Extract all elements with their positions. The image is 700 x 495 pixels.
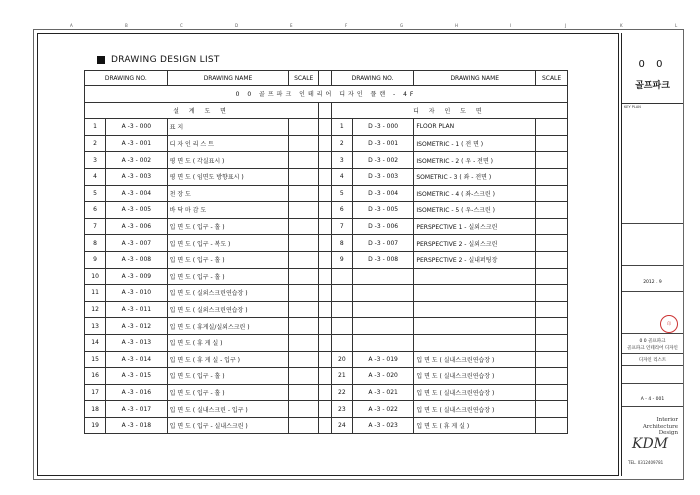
scale-cell xyxy=(536,318,568,335)
scale-cell xyxy=(289,119,319,136)
drawing-no: A -3 - 004 xyxy=(106,185,167,202)
drawing-no: A -3 - 014 xyxy=(106,351,167,368)
drawing-no: A -3 - 006 xyxy=(106,218,167,235)
tb-divider xyxy=(622,333,683,334)
ruler-letter: G xyxy=(400,23,404,28)
row-index xyxy=(331,301,352,318)
list-title xyxy=(97,55,220,65)
row-index xyxy=(331,268,352,285)
row-index: 1 xyxy=(85,119,106,136)
drawing-no: D -3 - 005 xyxy=(352,202,413,219)
drawing-name xyxy=(414,268,536,285)
drawing-name: 입 면 도 ( 휴 게 실 - 입구 ) xyxy=(167,351,289,368)
drawing-no: A -3 - 018 xyxy=(106,417,167,434)
scale-cell xyxy=(536,152,568,169)
right-section-title: 디 자 인 도 면 xyxy=(331,102,567,119)
row-index: 3 xyxy=(331,152,352,169)
scale-cell xyxy=(536,185,568,202)
drawing-no xyxy=(352,285,413,302)
tb-divider xyxy=(622,265,683,266)
ruler-letter: H xyxy=(455,23,459,28)
drawing-no xyxy=(352,268,413,285)
scale-cell xyxy=(536,351,568,368)
scale-cell xyxy=(289,301,319,318)
drawing-name: 평 면 도 ( 임면도 방향표시 ) xyxy=(167,168,289,185)
section-header-row xyxy=(85,102,568,119)
tb-divider xyxy=(622,383,683,384)
row-index: 2 xyxy=(331,135,352,152)
table-row xyxy=(85,334,568,351)
scale-cell xyxy=(536,384,568,401)
row-gap xyxy=(319,417,332,434)
row-index: 21 xyxy=(331,368,352,385)
firm-tagline xyxy=(643,417,678,437)
table-row xyxy=(85,218,568,235)
drawing-name: 입 면 도 ( 입구 - 홀 ) xyxy=(167,268,289,285)
drawing-name: 입 면 도 ( 입구 - 홀 ) xyxy=(167,384,289,401)
drawing-no: A -3 - 015 xyxy=(106,368,167,385)
key-plan-label: KEY PLAN xyxy=(624,105,641,109)
row-index: 16 xyxy=(85,368,106,385)
drawing-no: A -3 - 009 xyxy=(106,268,167,285)
row-index: 4 xyxy=(85,168,106,185)
drawing-no: A -3 - 011 xyxy=(106,301,167,318)
table-row xyxy=(85,235,568,252)
drawing-no: D -3 - 004 xyxy=(352,185,413,202)
scale-cell xyxy=(289,185,319,202)
drawing-name: 입 면 도 ( 실외스크린연습장 ) xyxy=(167,285,289,302)
drawing-no: D -3 - 000 xyxy=(352,119,413,136)
header-scale-right: SCALE xyxy=(536,71,568,86)
header-gap xyxy=(319,71,332,86)
row-index xyxy=(331,318,352,335)
scale-cell xyxy=(536,417,568,434)
scale-cell xyxy=(289,168,319,185)
drawing-name: PERSPECTIVE 2 - 실외스크린 xyxy=(414,235,536,252)
row-gap xyxy=(319,135,332,152)
scale-cell xyxy=(536,301,568,318)
scale-cell xyxy=(289,384,319,401)
tb-divider xyxy=(622,406,683,407)
drawing-name: 입 면 도 ( 실내스크린연습장 ) xyxy=(414,384,536,401)
drawing-name: 입 면 도 ( 입구 - 홀 ) xyxy=(167,251,289,268)
row-index: 23 xyxy=(331,401,352,418)
drawing-no: A -3 - 000 xyxy=(106,119,167,136)
ruler-letter: I xyxy=(510,23,512,28)
row-index: 14 xyxy=(85,334,106,351)
drawing-no: A -3 - 017 xyxy=(106,401,167,418)
scale-cell xyxy=(289,268,319,285)
firm-monogram: KDM xyxy=(632,436,669,452)
scale-cell xyxy=(289,368,319,385)
table-row xyxy=(85,202,568,219)
drawing-name: ISOMETRIC - 2 ( 우 - 전면 ) xyxy=(414,152,536,169)
project-banner-row xyxy=(85,86,568,103)
table-row xyxy=(85,268,568,285)
row-gap xyxy=(319,301,332,318)
drawing-name: 입 면 도 ( 실내스크린 - 입구 ) xyxy=(167,401,289,418)
left-section-title: 설 계 도 면 xyxy=(85,102,319,119)
tagline-3: Design xyxy=(658,430,678,436)
row-gap xyxy=(319,152,332,169)
row-gap xyxy=(319,285,332,302)
table-row xyxy=(85,119,568,136)
client-logo xyxy=(622,33,683,104)
drawing-name: 천 장 도 xyxy=(167,185,289,202)
scale-cell xyxy=(289,202,319,219)
row-gap xyxy=(319,251,332,268)
drawing-no: D -3 - 006 xyxy=(352,218,413,235)
row-gap xyxy=(319,351,332,368)
row-gap xyxy=(319,384,332,401)
tb-divider xyxy=(622,353,683,354)
row-index: 8 xyxy=(85,235,106,252)
drawing-name: 입 면 도 ( 실내스크린연습장 ) xyxy=(414,351,536,368)
row-index: 10 xyxy=(85,268,106,285)
row-gap xyxy=(319,235,332,252)
row-gap xyxy=(319,119,332,136)
scale-cell xyxy=(289,417,319,434)
drawing-name: 평 면 도 ( 각실표시 ) xyxy=(167,152,289,169)
drawing-name: ISOMETRIC - 4 ( 좌-스크린 ) xyxy=(414,185,536,202)
row-index: 22 xyxy=(331,384,352,401)
drawing-name: 바 닥 마 감 도 xyxy=(167,202,289,219)
scale-cell xyxy=(536,119,568,136)
row-gap xyxy=(319,268,332,285)
row-index: 19 xyxy=(85,417,106,434)
scale-cell xyxy=(289,135,319,152)
drawing-name: 입 면 도 ( 실내스크린연습장 ) xyxy=(414,401,536,418)
header-drawing-name-right: DRAWING NAME xyxy=(414,71,536,86)
scale-cell xyxy=(536,401,568,418)
drawing-name: 입 면 도 ( 입구 - 홀 ) xyxy=(167,368,289,385)
table-row xyxy=(85,301,568,318)
row-index: 5 xyxy=(85,185,106,202)
drawing-name: ISOMETRIC - 5 ( 우-스크린 ) xyxy=(414,202,536,219)
scale-cell xyxy=(536,218,568,235)
drawing-name: SOMETRIC - 3 ( 좌 - 전면 ) xyxy=(414,168,536,185)
approval-stamp: 印 xyxy=(660,315,678,333)
ruler-letter: K xyxy=(620,23,623,28)
row-gap xyxy=(319,368,332,385)
drawing-no: A -3 - 008 xyxy=(106,251,167,268)
scale-cell xyxy=(289,351,319,368)
header-scale-left: SCALE xyxy=(289,71,319,86)
scale-cell xyxy=(289,152,319,169)
row-index xyxy=(331,285,352,302)
drawing-name: 입 면 도 ( 입구 - 복도 ) xyxy=(167,235,289,252)
scale-cell xyxy=(536,285,568,302)
section-gap xyxy=(319,102,332,119)
drawing-no: A -3 - 007 xyxy=(106,235,167,252)
scale-cell xyxy=(536,235,568,252)
row-index: 7 xyxy=(85,218,106,235)
drawing-no: A -3 - 020 xyxy=(352,368,413,385)
drawing-no: A -3 - 003 xyxy=(106,168,167,185)
drawing-no: A -3 - 012 xyxy=(106,318,167,335)
table-row xyxy=(85,185,568,202)
drawing-name: 입 면 도 ( 입구 - 실내스크린 ) xyxy=(167,417,289,434)
row-gap xyxy=(319,318,332,335)
drawing-name: 입 면 도 ( 실외스크린연습장 ) xyxy=(167,301,289,318)
title-block xyxy=(621,33,684,476)
row-index: 1 xyxy=(331,119,352,136)
table-row xyxy=(85,318,568,335)
drawing-name: PERSPECTIVE 2 - 실내퍼팅장 xyxy=(414,251,536,268)
title-square-icon xyxy=(97,56,105,64)
drawing-name: PERSPECTIVE 1 - 실외스크린 xyxy=(414,218,536,235)
scale-cell xyxy=(536,368,568,385)
scale-cell xyxy=(289,334,319,351)
tb-divider xyxy=(622,365,683,366)
table-row xyxy=(85,417,568,434)
ruler-letter: C xyxy=(180,23,183,28)
drawing-name: 입 면 도 ( 실내스크린연습장 ) xyxy=(414,368,536,385)
row-index: 2 xyxy=(85,135,106,152)
drawing-no: D -3 - 007 xyxy=(352,235,413,252)
header-drawing-no-left: DRAWING NO. xyxy=(85,71,168,86)
row-index: 8 xyxy=(331,235,352,252)
date: 2012 . 9 xyxy=(643,280,662,285)
scale-cell xyxy=(536,202,568,219)
table-row xyxy=(85,251,568,268)
row-index: 15 xyxy=(85,351,106,368)
scale-cell xyxy=(289,401,319,418)
header-row xyxy=(85,71,568,86)
row-index: 11 xyxy=(85,285,106,302)
row-index: 20 xyxy=(331,351,352,368)
row-index: 6 xyxy=(85,202,106,219)
row-gap xyxy=(319,401,332,418)
drawing-no: D -3 - 001 xyxy=(352,135,413,152)
ruler-letter: J xyxy=(565,23,567,28)
firm-tel: TEL. 0312409781 xyxy=(628,460,664,465)
drawing-no: A -3 - 019 xyxy=(352,351,413,368)
drawing-name: 디 자 인 리 스 트 xyxy=(167,135,289,152)
ruler-letter: B xyxy=(125,23,128,28)
drawing-no: D -3 - 003 xyxy=(352,168,413,185)
project-sub: 골프파크 인테리어 디자인 xyxy=(627,346,678,351)
row-index: 9 xyxy=(331,251,352,268)
scale-cell xyxy=(289,318,319,335)
drawing-name: 입 면 도 ( 휴 게 실 ) xyxy=(167,334,289,351)
table-row xyxy=(85,368,568,385)
row-gap xyxy=(319,185,332,202)
row-index: 13 xyxy=(85,318,106,335)
tagline-1: Interior xyxy=(656,417,678,423)
row-index: 4 xyxy=(331,168,352,185)
drawing-no: A -3 - 022 xyxy=(352,401,413,418)
project-banner: 0 0 골프파크 인테리어 디자인 플랜 - 4F xyxy=(85,86,568,103)
tagline-2: Architecture xyxy=(642,423,678,430)
drawing-name xyxy=(414,334,536,351)
ruler-letter: A xyxy=(70,23,73,28)
drawing-name: 입 면 도 ( 입구 - 홀 ) xyxy=(167,218,289,235)
table-row xyxy=(85,351,568,368)
drawing-no: A -3 - 005 xyxy=(106,202,167,219)
tb-divider xyxy=(622,291,683,292)
drawing-name xyxy=(414,318,536,335)
scale-cell xyxy=(536,334,568,351)
list-title-text: DRAWING DESIGN LIST xyxy=(111,55,220,65)
row-index: 7 xyxy=(331,218,352,235)
drawing-name xyxy=(414,285,536,302)
row-index: 5 xyxy=(331,185,352,202)
table-row xyxy=(85,135,568,152)
row-gap xyxy=(319,202,332,219)
drawing-no: A -3 - 016 xyxy=(106,384,167,401)
sheet-no: A - 4 - 001 xyxy=(640,397,665,402)
drawing-no: A -3 - 002 xyxy=(106,152,167,169)
row-gap xyxy=(319,334,332,351)
drawing-no: A -3 - 013 xyxy=(106,334,167,351)
scale-cell xyxy=(289,218,319,235)
table-row xyxy=(85,285,568,302)
row-index: 24 xyxy=(331,417,352,434)
ruler-letter: E xyxy=(290,23,293,28)
logo-name: 골프파크 xyxy=(635,81,670,91)
row-index: 9 xyxy=(85,251,106,268)
table-row xyxy=(85,152,568,169)
ruler-letter: L xyxy=(675,23,678,28)
scale-cell xyxy=(536,268,568,285)
drawing-name: FLOOR PLAN xyxy=(414,119,536,136)
header-drawing-no-right: DRAWING NO. xyxy=(331,71,414,86)
row-index: 3 xyxy=(85,152,106,169)
row-gap xyxy=(319,168,332,185)
scale-cell xyxy=(536,135,568,152)
row-gap xyxy=(319,218,332,235)
drawing-name xyxy=(414,301,536,318)
drawing-no xyxy=(352,334,413,351)
drawing-no xyxy=(352,318,413,335)
row-index: 18 xyxy=(85,401,106,418)
ruler-letter: F xyxy=(345,23,348,28)
drawing-name: 입 면 도 ( 휴 게 실 ) xyxy=(414,417,536,434)
ruler-letter: D xyxy=(235,23,239,28)
drawing-no: D -3 - 008 xyxy=(352,251,413,268)
row-index: 12 xyxy=(85,301,106,318)
row-index: 6 xyxy=(331,202,352,219)
scale-cell xyxy=(536,168,568,185)
drawing-list-table xyxy=(84,70,568,434)
project-name: 0 0 골프파크 xyxy=(639,339,666,344)
row-index: 17 xyxy=(85,384,106,401)
sheet-title: 디자인 리스트 xyxy=(638,358,667,363)
drawing-no xyxy=(352,301,413,318)
drawing-no: A -3 - 021 xyxy=(352,384,413,401)
header-drawing-name-left: DRAWING NAME xyxy=(167,71,289,86)
scale-cell xyxy=(536,251,568,268)
table-row xyxy=(85,401,568,418)
drawing-name: 표 지 xyxy=(167,119,289,136)
table-row xyxy=(85,168,568,185)
tb-divider xyxy=(622,223,683,224)
logo-top: 0 0 xyxy=(638,59,667,70)
drawing-name: ISOMETRIC - 1 ( 전 면 ) xyxy=(414,135,536,152)
scale-cell xyxy=(289,251,319,268)
scale-cell xyxy=(289,285,319,302)
drawing-no: A -3 - 001 xyxy=(106,135,167,152)
drawing-no: A -3 - 023 xyxy=(352,417,413,434)
drawing-name: 입 면 도 ( 휴게실/실외스크린 ) xyxy=(167,318,289,335)
drawing-no: D -3 - 002 xyxy=(352,152,413,169)
drawing-no: A -3 - 010 xyxy=(106,285,167,302)
table-row xyxy=(85,384,568,401)
scale-cell xyxy=(289,235,319,252)
row-index xyxy=(331,334,352,351)
